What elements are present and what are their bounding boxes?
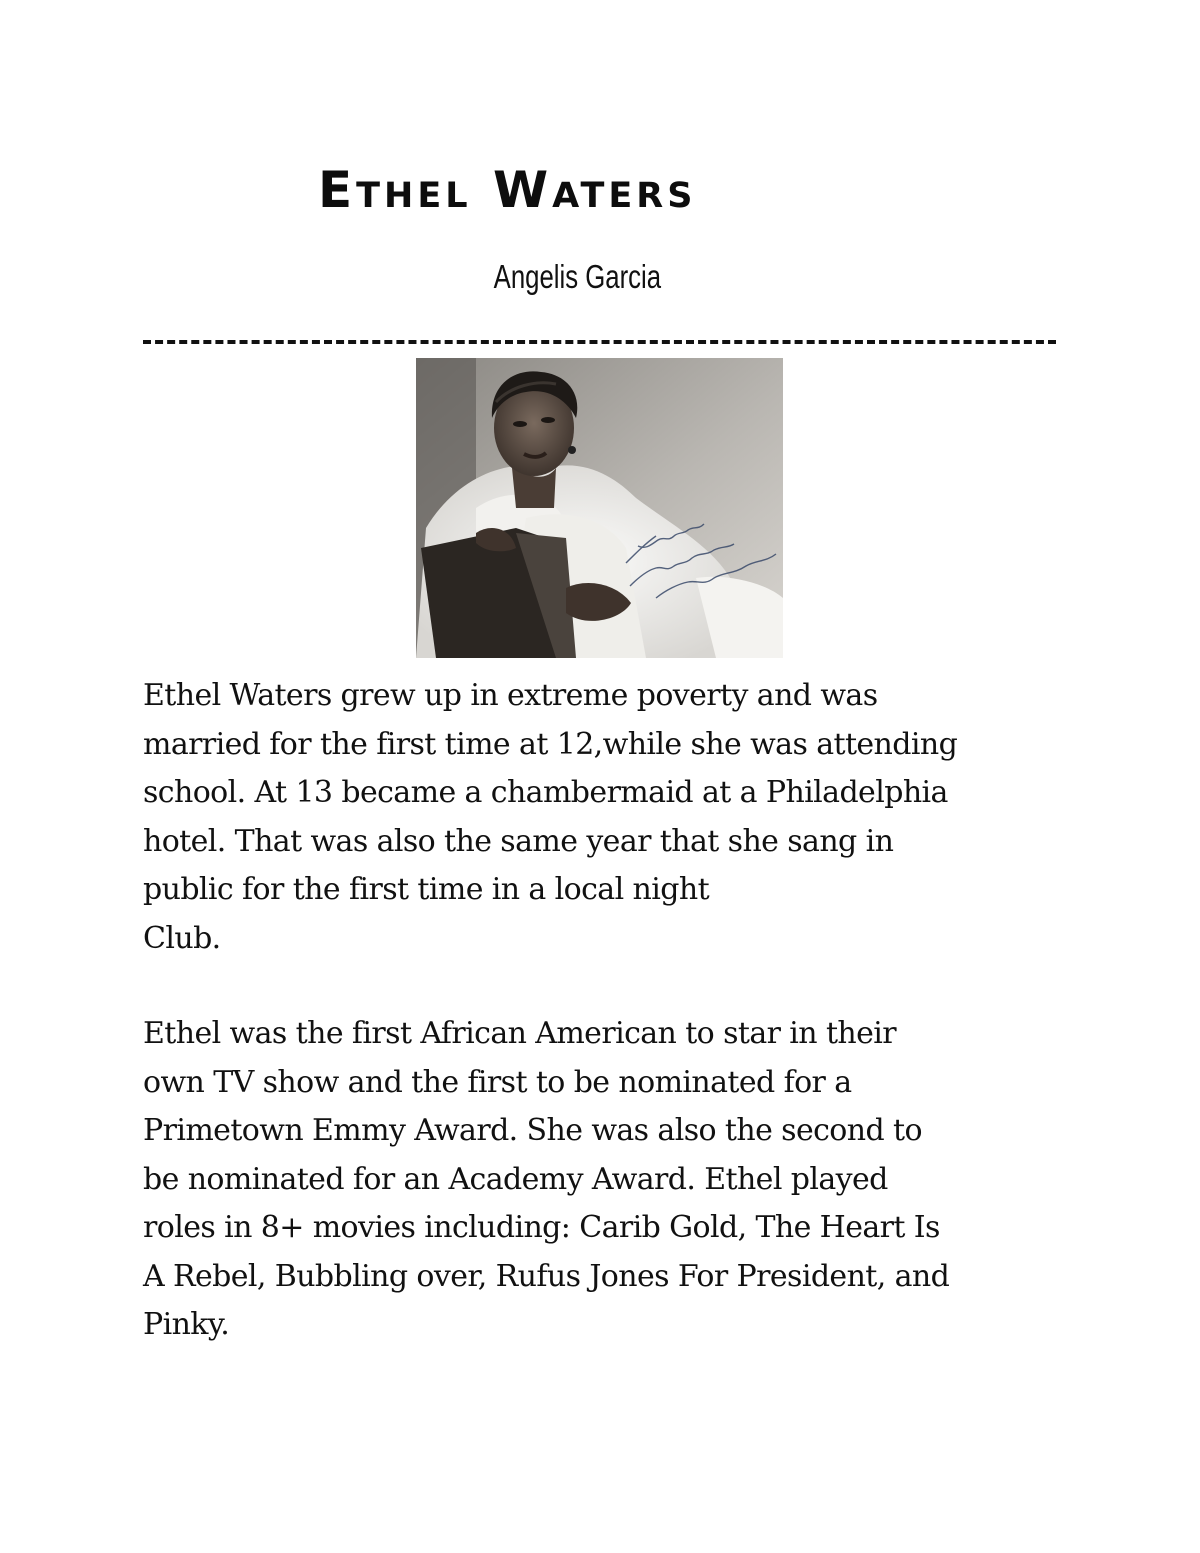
paragraph-line: A Rebel, Bubbling over, Rufus Jones For President, and [143, 1258, 950, 1294]
paragraph-line: public for the first time in a local night [143, 872, 710, 907]
portrait-photo [416, 358, 783, 658]
paragraph-line: school. At 13 became a chambermaid at a Philadelphia [143, 775, 948, 810]
page-title: Ethel Waters [318, 161, 697, 219]
paragraph-line: hotel. That was also the same year that she sang in [143, 823, 894, 859]
paragraph-line: Club. [143, 920, 221, 956]
paragraph-line: married for the first time at 12,while she was attending [143, 726, 958, 762]
paragraph-line: roles in 8+ movies including: Carib Gold, The Heart Is [143, 1210, 940, 1245]
paragraph-line: Pinky. [143, 1307, 230, 1342]
paragraph-line: Ethel was the first African American to star in their [143, 1016, 897, 1051]
dashed-divider [143, 340, 1056, 344]
paragraph-2 [143, 1010, 1083, 1350]
author-name: Angelis Garcia [493, 258, 662, 295]
paragraph-line: own TV show and the first to be nominated for a [143, 1064, 852, 1100]
paragraph-line: Primetown Emmy Award. She was also the second to [143, 1113, 922, 1148]
paragraph-1 [143, 672, 1083, 963]
paragraph-line: be nominated for an Academy Award. Ethel played [143, 1161, 888, 1197]
paragraph-line: Ethel Waters grew up in extreme poverty and was [143, 678, 878, 713]
portrait-photo-icon [416, 358, 783, 658]
